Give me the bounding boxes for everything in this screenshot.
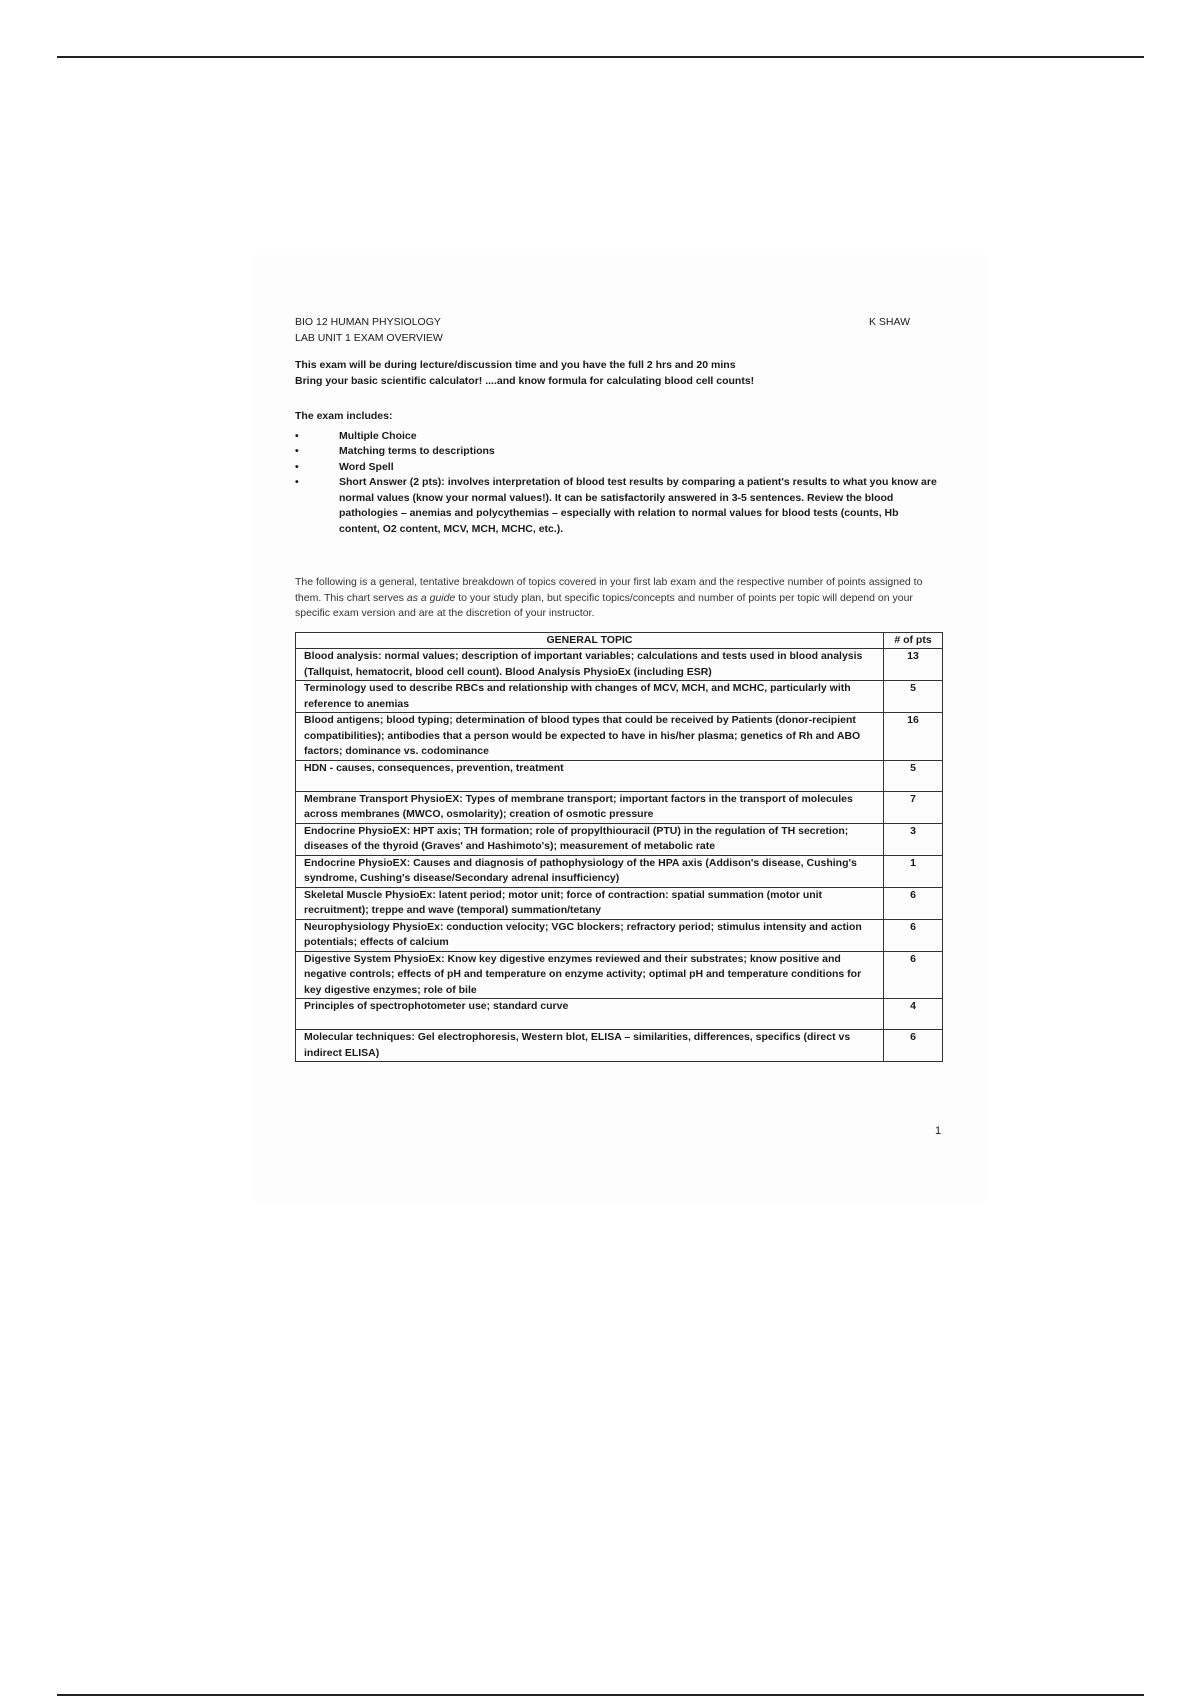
- list-item: [295, 460, 940, 476]
- topic-cell: Molecular techniques: Gel electrophoresis, Western blot, ELISA – similarities, differences, specifics (direct vs indirect ELISA): [296, 1030, 884, 1062]
- table-row: [296, 855, 943, 887]
- topic-cell: Digestive System PhysioEx: Know key digestive enzymes reviewed and their substrates; know positive and negative controls; effects of pH and temperature on enzyme activity; optimal pH and temperature conditions for key digestive enzymes; role of bile: [296, 951, 884, 999]
- topic-cell: Endocrine PhysioEX: HPT axis; TH formation; role of propylthiouracil (PTU) in the regulation of TH secretion; diseases of the thyroid (Graves' and Hashimoto's); measurement of metabolic rate: [296, 823, 884, 855]
- list-item-text: Short Answer (2 pts): involves interpretation of blood test results by comparing a patient's results to what you know are normal values (know your normal values!). It can be satisfactorily answered in 3-5 sentences. Review the blood pathologies – anemias and polycythemias – especially with relation to normal values for blood tests (counts, Hb content, O2 content, MCV, MCH, MCHC, etc.).: [339, 476, 937, 535]
- course-title: BIO 12 HUMAN PHYSIOLOGY: [295, 316, 441, 328]
- table-row: [296, 760, 943, 791]
- points-column-header: # of pts: [884, 632, 943, 649]
- topics-table: [295, 632, 943, 1063]
- points-cell: 13: [884, 649, 943, 681]
- topic-column-header: GENERAL TOPIC: [296, 632, 884, 649]
- table-row: [296, 919, 943, 951]
- table-row: [296, 791, 943, 823]
- list-item: [295, 429, 940, 445]
- bullet-icon: •: [295, 460, 299, 473]
- points-cell: 6: [884, 887, 943, 919]
- topic-cell: Blood analysis: normal values; description of important variables; calculations and tests used in blood analysis (Tallquist, hematocrit, blood cell count). Blood Analysis PhysioEx (including ESR): [296, 649, 884, 681]
- bullet-icon: •: [295, 429, 299, 442]
- page-number: 1: [935, 1125, 942, 1137]
- list-item-text: Matching terms to descriptions: [339, 445, 495, 457]
- points-cell: 6: [884, 951, 943, 999]
- table-row: [296, 951, 943, 999]
- list-item: [295, 444, 940, 460]
- points-cell: 3: [884, 823, 943, 855]
- page-content: [295, 315, 940, 1062]
- table-row: [296, 649, 943, 681]
- points-cell: 5: [884, 760, 943, 791]
- bottom-divider: [57, 1694, 1144, 1696]
- table-header-row: [296, 632, 943, 649]
- points-cell: 4: [884, 999, 943, 1030]
- intro-paragraph: [295, 575, 940, 622]
- list-item-text: Multiple Choice: [339, 429, 417, 442]
- topic-cell: Neurophysiology PhysioEx: conduction velocity; VGC blockers; refractory period; stimulus intensity and action potentials; effects of calcium: [296, 919, 884, 951]
- topic-cell: Terminology used to describe RBCs and relationship with changes of MCV, MCH, and MCHC, particularly with reference to anemias: [296, 681, 884, 713]
- topic-cell: Principles of spectrophotometer use; standard curve: [296, 999, 884, 1030]
- includes-list: [295, 429, 940, 538]
- bullet-icon: •: [295, 445, 299, 457]
- topic-cell: HDN - causes, consequences, prevention, treatment: [296, 760, 884, 791]
- top-divider: [57, 56, 1144, 58]
- topic-cell: Membrane Transport PhysioEX: Types of membrane transport; important factors in the transport of molecules across membranes (MWCO, osmolarity); creation of osmotic pressure: [296, 791, 884, 823]
- intro-text-end: to your study plan, but specific topics/concepts and number of points per topic will depend on your specific exam version and are at the discretion of your instructor.: [295, 591, 913, 619]
- bullet-icon: •: [295, 476, 299, 488]
- points-cell: 16: [884, 713, 943, 761]
- includes-heading: The exam includes:: [295, 410, 393, 422]
- document-page: [255, 255, 985, 1205]
- intro-text-start: The following is a general, tentative breakdown of topics covered in your first lab exam and the respective number of points assigned to them. This chart serves: [295, 576, 923, 604]
- header-row: [295, 315, 940, 331]
- table-row: [296, 681, 943, 713]
- table-row: [296, 887, 943, 919]
- list-item-text: Word Spell: [339, 460, 394, 473]
- calculator-note: Bring your basic scientific calculator! ....and know formula for calculating blood cell counts!: [295, 374, 755, 387]
- instructor-name: K SHAW: [868, 316, 910, 328]
- topic-cell: Endocrine PhysioEX: Causes and diagnosis of pathophysiology of the HPA axis (Addison's disease, Cushing's syndrome, Cushing's disease/Secondary adrenal insufficiency): [296, 855, 884, 887]
- topic-cell: Blood antigens; blood typing; determination of blood types that could be received by Patients (donor-recipient compatibilities); antibodies that a person would be expected to have in his/her plasma; genetics of Rh and ABO factors; dominance vs. codominance: [296, 713, 884, 761]
- table-row: [296, 713, 943, 761]
- points-cell: 5: [884, 681, 943, 713]
- table-row: [296, 823, 943, 855]
- points-cell: 7: [884, 791, 943, 823]
- table-row: [296, 999, 943, 1030]
- exam-time-note: This exam will be during lecture/discussion time and you have the full 2 hrs and 20 mins: [295, 359, 736, 371]
- intro-emphasis: as a guide: [406, 591, 456, 604]
- topic-cell: Skeletal Muscle PhysioEx: latent period; motor unit; force of contraction: spatial summation (motor unit recruitment); treppe and wave (temporal) summation/tetany: [296, 887, 884, 919]
- list-item: [295, 475, 940, 537]
- points-cell: 6: [884, 1030, 943, 1062]
- table-row: [296, 1030, 943, 1062]
- points-cell: 6: [884, 919, 943, 951]
- points-cell: 1: [884, 855, 943, 887]
- exam-subtitle: LAB UNIT 1 EXAM OVERVIEW: [295, 331, 443, 344]
